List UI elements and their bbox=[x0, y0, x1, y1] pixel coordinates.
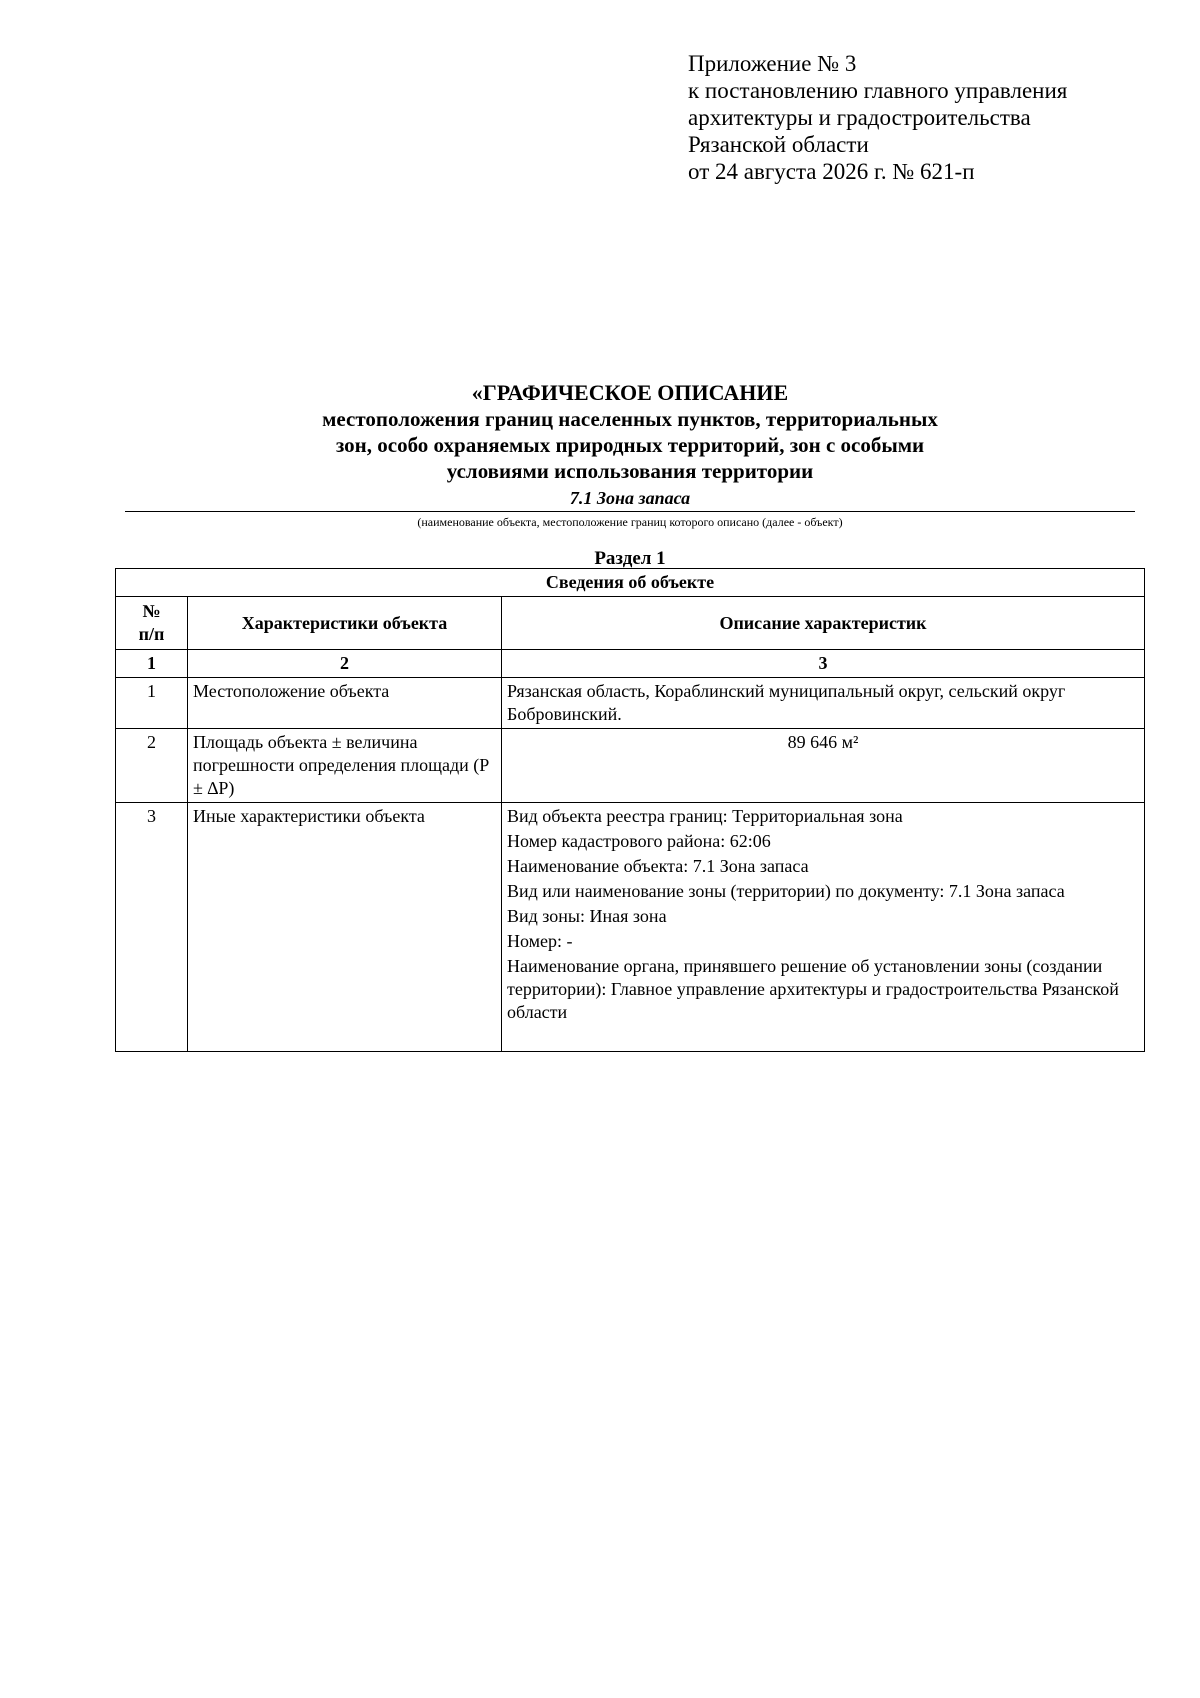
section-label: Раздел 1 bbox=[594, 548, 666, 569]
appendix-line: к постановлению главного управления bbox=[688, 78, 1068, 103]
description-line: Вид зоны: Иная зона bbox=[507, 906, 667, 926]
table-row bbox=[116, 678, 1145, 729]
header-description: Описание характеристик bbox=[502, 597, 1145, 650]
row-num: 3 bbox=[116, 803, 188, 1052]
row-characteristic: Местоположение объекта bbox=[188, 678, 502, 729]
title-line: «ГРАФИЧЕСКОЕ ОПИСАНИЕ bbox=[471, 380, 789, 405]
table-row bbox=[116, 803, 1145, 1052]
description-line: Наименование объекта: 7.1 Зона запаса bbox=[507, 856, 809, 876]
index-cell: 1 bbox=[116, 650, 188, 678]
row-num: 2 bbox=[116, 729, 188, 803]
index-cell: 2 bbox=[188, 650, 502, 678]
description-line: Номер: - bbox=[507, 931, 573, 951]
description-line: Номер кадастрового района: 62:06 bbox=[507, 831, 771, 851]
description-line: Наименование органа, принявшего решение об установлении зоны (создании территории): Главное управление архитектуры и градостроительства Рязанской области bbox=[507, 956, 1119, 1022]
row-description bbox=[502, 678, 1145, 729]
appendix-line: Приложение № 3 bbox=[688, 51, 857, 76]
title-line: условиями использования территории bbox=[446, 459, 814, 483]
header-num-label: № п/п bbox=[138, 601, 165, 644]
object-caption: (наименование объекта, местоположение границ которого описано (далее - объект) bbox=[417, 515, 843, 529]
appendix-header bbox=[688, 50, 1067, 185]
title-line: зон, особо охраняемых природных территорий, зон с особыми bbox=[335, 433, 925, 457]
appendix-line: Рязанской области bbox=[688, 132, 869, 157]
object-info-table bbox=[115, 568, 1145, 1052]
area-value: 89 646 м² bbox=[787, 732, 859, 752]
header-num bbox=[116, 597, 188, 650]
row-num: 1 bbox=[116, 678, 188, 729]
description-line: Рязанская область, Кораблинский муниципальный округ, сельский округ Бобровинский. bbox=[507, 681, 1066, 724]
row-description bbox=[502, 729, 1145, 803]
row-description bbox=[502, 803, 1145, 1052]
index-cell: 3 bbox=[502, 650, 1145, 678]
row-characteristic: Иные характеристики объекта bbox=[188, 803, 502, 1052]
header-characteristic: Характеристики объекта bbox=[188, 597, 502, 650]
title-line: местоположения границ населенных пунктов, территориальных bbox=[322, 407, 938, 431]
description-line: Вид или наименование зоны (территории) по документу: 7.1 Зона запаса bbox=[507, 881, 1065, 901]
table-caption: Сведения об объекте bbox=[116, 569, 1145, 597]
document-title bbox=[0, 380, 1200, 484]
appendix-line: архитектуры и градостроительства bbox=[688, 105, 1031, 130]
underline-rule bbox=[125, 511, 1135, 512]
table-row bbox=[116, 729, 1145, 803]
object-name: 7.1 Зона запаса bbox=[569, 488, 691, 508]
description-line: Вид объекта реестра границ: Территориальная зона bbox=[507, 806, 903, 826]
appendix-line: от 24 августа 2026 г. № 621-п bbox=[688, 159, 975, 184]
row-characteristic: Площадь объекта ± величина погрешности определения площади (P ± ∆P) bbox=[188, 729, 502, 803]
